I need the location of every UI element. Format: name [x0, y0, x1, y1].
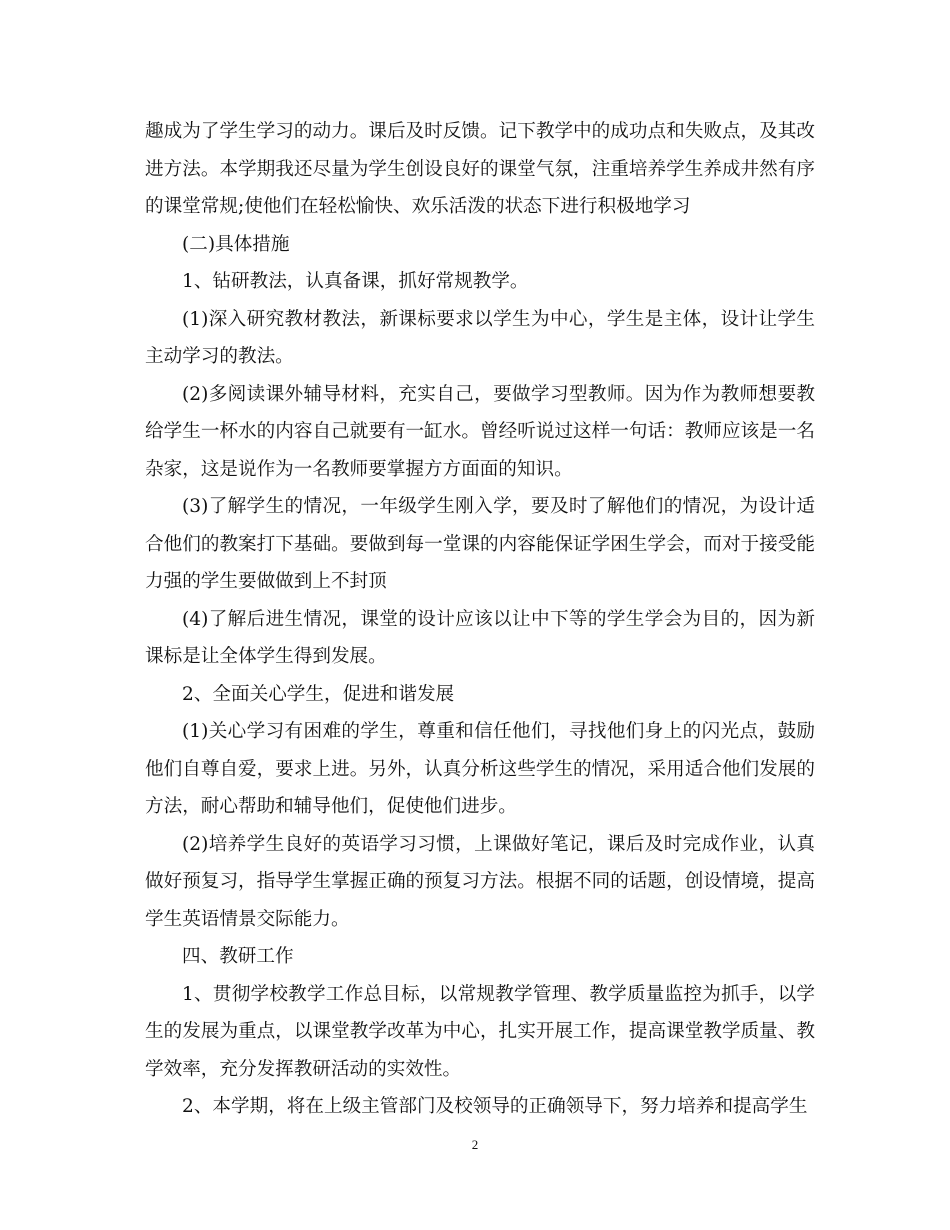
section-heading-specific-measures: (二)具体措施 [182, 233, 290, 255]
paragraph-care-item-1: (1)关心学习有困难的学生，尊重和信任他们，寻找他们身上的闪光点，鼓励他们自尊自爱，要求上进。另外，认真分析这些学生的情况，采用适合他们发展的方法，耐心帮助和辅导他们，促使他们进步。 [145, 721, 815, 817]
document-body [145, 113, 815, 1126]
paragraph-item-2: (2)多阅读课外辅导材料，充实自己，要做学习型教师。因为作为教师想要教给学生一杯水的内容自己就要有一缸水。曾经听说过这样一句话：教师应该是一名杂家，这是说作为一名教师要掌握方方面面的知识。 [145, 383, 815, 480]
page-number: 2 [471, 1137, 479, 1152]
paragraph-item-3: (3)了解学生的情况，一年级学生刚入学，要及时了解他们的情况，为设计适合他们的教案打下基础。要做到每一堂课的内容能保证学困生学会，而对于接受能力强的学生要做做到上不封顶 [145, 496, 815, 592]
subheading-teaching-method: 1、钻研教法，认真备课，抓好常规教学。 [182, 271, 529, 292]
paragraph-item-1: (1)深入研究教材教法，新课标要求以学生为中心，学生是主体，设计让学生主动学习的教法。 [145, 308, 815, 367]
paragraph-1: 趣成为了学生学习的动力。课后及时反馈。记下教学中的成功点和失败点，及其改进方法。本学期我还尽量为学生创设良好的课堂气氛，注重培养学生养成井然有序的课堂常规;使他们在轻松愉快、欢乐活泼的状态下进行积极地学习 [145, 121, 815, 217]
subheading-care-students: 2、全面关心学生，促进和谐发展 [182, 683, 455, 705]
section-heading-teaching-research: 四、教研工作 [182, 946, 294, 967]
paragraph-item-4: (4)了解后进生情况，课堂的设计应该以让中下等的学生学会为目的，因为新课标是让全体学生得到发展。 [145, 608, 815, 667]
paragraph-care-item-2: (2)培养学生良好的英语学习习惯，上课做好笔记，课后及时完成作业，认真做好预复习，指导学生掌握正确的预复习方法。根据不同的话题，创设情境，提高学生英语情景交际能力。 [145, 833, 815, 930]
paragraph-research-2: 2、本学期，将在上级主管部门及校领导的正确领导下，努力培养和提高学生 [182, 1096, 808, 1117]
paragraph-research-1: 1、贯彻学校教学工作总目标，以常规教学管理、教学质量监控为抓手，以学生的发展为重点，以课堂教学改革为中心，扎实开展工作，提高课堂教学质量、教学效率，充分发挥教研活动的实效性。 [145, 983, 815, 1080]
